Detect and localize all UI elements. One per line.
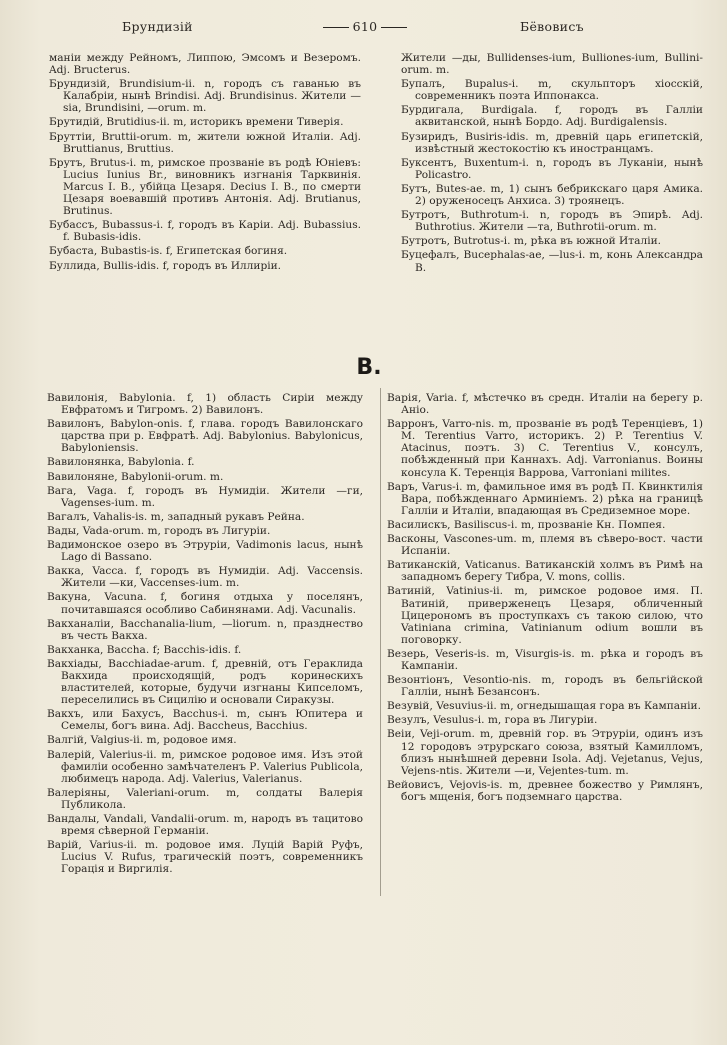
dictionary-entry: Бубассъ, Bubassus-i. f, городъ въ Каріи. Adj. Bubassius. f. Bubasis-idis. (49, 219, 361, 244)
dictionary-entry: Вавилоняне, Babylonii-orum. m. (47, 470, 224, 483)
dictionary-entry: Бупалъ, Bupalus-i. m, скульпторъ хіосскій, современникъ поэта Иппонакса. (401, 78, 703, 103)
dictionary-entry: Васконы, Vascones-um. m, племя въ сѣверо-вост. части Испаніи. (387, 533, 703, 558)
dictionary-entry: Вады, Vada-orum. m, городъ въ Лигуріи. (47, 524, 271, 537)
dictionary-entry: Бузиридъ, Busiris-idis. m, древній царь египетскій, извѣстный жестокостію къ иностранцамъ. (401, 130, 703, 155)
dictionary-entry: Вакхіады, Bacchiadae-arum. f, древній, отъ Гераклида Вакхида происходящій, родъ коринѳскихъ властителей, которые, будучи изгнаны Кипселомъ, переселились въ Сицилію и основали Сиракузы. (47, 657, 363, 707)
page-header (0, 19, 727, 39)
column-top-left (49, 52, 361, 274)
running-head-left: Брундизій (122, 19, 193, 34)
dictionary-entry: Ватиній, Vatinius-ii. m, римское родовое имя. П. Ватиній, приверженецъ Цезаря, обличенный Цицерономъ въ проступкахъ съ такою силою, что Vatiniana crimina, Vatinianum odium вошли въ поговорку. (387, 585, 703, 646)
dictionary-entry: Вадимонское озеро въ Этруріи, Vadimonis lacus, нынѣ Lago di Bassano. (47, 539, 363, 564)
dictionary-entry: Везувій, Vesuvius-ii. m, огнедышащая гора въ Кампаніи. (387, 700, 701, 713)
dictionary-entry: Варія, Varia. f, мѣстечко въ средн. Италіи на берегу р. Аніо. (387, 392, 703, 417)
dictionary-entry: Вагалъ, Vahalis-is. m, западный рукавъ Рейна. (47, 510, 305, 523)
dictionary-entry: Веіи, Veji-orum. m, древній гор. въ Этруріи, одинъ изъ 12 городовъ этрурскаго союза, взятый Камилломъ, близъ нынѣшней деревни Isola. Adj. Vejetanus, Vejus, Vejens-ntis. Жители —и, Vejentes-tum. m. (387, 728, 703, 777)
dictionary-entry: Ватиканскій, Vaticanus. Ватиканскій холмъ въ Римѣ на западномъ берегу Тибра, V. mons, collis. (387, 559, 703, 584)
column-divider (380, 388, 381, 896)
dictionary-entry: Валгій, Valgius-ii. m, родовое имя. (47, 734, 237, 747)
dictionary-entry: Везулъ, Vesulus-i. m, гора въ Лигуріи. (387, 714, 598, 727)
dictionary-entry: Вейовисъ, Vejovis-is. m, древнее божество у Римлянъ, богъ мщенія, богъ подземнаго царства. (387, 778, 703, 803)
page-number (305, 19, 425, 34)
dictionary-entry: Бутротъ, Buthrotum-i. n, городъ въ Эпирѣ. Adj. Buthrotius. Жители —та, Buthrotii-orum. m. (401, 209, 703, 234)
dictionary-entry: Вакка, Vacca. f, городъ въ Нумидіи. Adj. Vaccensis. Жители —ки, Vaccenses-ium. m. (47, 565, 363, 590)
dictionary-entry: Буллида, Bullis-idis. f, городъ въ Иллиріи. (49, 259, 282, 272)
dictionary-entry: Вакханаліи, Bacchanalia-lium, —liorum. n, празднество въ честь Вакха. (47, 617, 363, 642)
header-dash-right (381, 27, 407, 28)
column-bottom-left (47, 392, 363, 877)
dictionary-entry: Бруттіи, Bruttii-orum. m, жители южной Италіи. Adj. Bruttianus, Bruttius. (49, 130, 361, 155)
dictionary-entry: Брундизій, Brundisium-ii. n, городъ съ гаванью въ Калабріи, нынѣ Brindisi. Adj. Brundisinus. Жители —sia, Brundisini, —orum. m. (49, 78, 361, 115)
dictionary-entry: Василискъ, Basiliscus-i. m, прозваніе Кн. Помпея. (387, 518, 666, 531)
column-bottom-right (382, 392, 703, 805)
dictionary-entry: Бурдигала, Burdigala. f, городъ въ Галліи аквитанской, нынѣ Бордо. Adj. Burdigalensis. (401, 104, 703, 129)
dictionary-entry: Жители —ды, Bullidenses-ium, Bulliones-ium, Bullini-orum. m. (401, 52, 703, 77)
dictionary-entry: Буксентъ, Buxentum-i. n, городъ въ Луканіи, нынѣ Policastro. (401, 156, 703, 181)
running-head-right: Бёвовисъ (520, 19, 584, 34)
column-top-right (401, 52, 703, 276)
dictionary-entry: Везонтіонъ, Vesontio-nis. m, городъ въ бельгійской Галліи, нынѣ Безансонъ. (387, 674, 703, 699)
dictionary-entry: Вавилонянка, Babylonia. f. (47, 456, 195, 469)
dictionary-entry: Валеріяны, Valeriani-orum. m, солдаты Валерія Публикола. (47, 786, 363, 811)
dictionary-entry: Вакхъ, или Бахусъ, Bacchus-i. m, сынъ Юпитера и Семелы, богъ вина. Adj. Baccheus, Bacchius. (47, 708, 363, 733)
dictionary-entry: Варій, Varius-ii. m. родовое имя. Луцій Варій Руфъ, Lucius V. Rufus, трагическій поэтъ, современникъ Горація и Виргилія. (47, 839, 363, 876)
dictionary-entry: Вавилонъ, Babylon-onis. f, глава. городъ Вавилонскаго царства при р. Евфратѣ. Adj. Babylonius. Babylonicus, Babyloniensis. (47, 418, 363, 455)
dictionary-entry: Бутъ, Butes-ae. m, 1) сынъ бебрикскаго царя Амика. 2) оруженосецъ Анхиса. 3) троянецъ. (401, 182, 703, 208)
dictionary-entry: Вандалы, Vandali, Vandalii-orum. m, народъ въ тацитово время сѣверной Германіи. (47, 813, 363, 838)
dictionary-entry: Варронъ, Varro-nis. m, прозваніе въ родѣ Теренціевъ, 1) M. Terentius Varro, историкъ. 2) P. Terentius V. Atacinus, поэтъ. 3) C. Terentius V., консулъ, побѣжденный при Каннахъ. Adj. Varronianus. Воины консула К. Теренція Варрова, Varroniani milites. (387, 418, 703, 479)
header-dash-left (323, 27, 349, 28)
dictionary-entry: Бубаста, Bubastis-is. f, Египетская богиня. (49, 245, 288, 258)
page-number-text: 610 (352, 19, 378, 34)
dictionary-entry: Везерь, Veseris-is. m, Visurgis-is. m. рѣка и городъ въ Кампаніи. (387, 647, 703, 672)
dictionary-entry: маніи между Рейномъ, Липпою, Эмсомъ и Везеромъ. Adj. Bructerus. (49, 52, 361, 77)
dictionary-entry: Валерій, Valerius-ii. m, римское родовое имя. Изъ этой фамиліи особенно замѣчателенъ Р. Valerius Publicola, любимецъ народа. Adj. Valerius, Valerianus. (47, 748, 363, 785)
dictionary-entry: Брутидій, Brutidius-ii. m, историкъ времени Тиверія. (49, 116, 344, 129)
dictionary-entry: Вага, Vaga. f, городъ въ Нумидіи. Жители —ги, Vagenses-ium. m. (47, 484, 363, 509)
dictionary-entry: Вакуна, Vacuna. f, богиня отдыха у поселянъ, почитавшаяся особливо Сабинянами. Adj. Vacunalis. (47, 591, 363, 616)
dictionary-entry: Варъ, Varus-i. m, фамильное имя въ родѣ П. Квинктилія Вара, побѣжденнаго Арминіемъ. 2) рѣка на границѣ Галліи и Италіи, впадающая въ Средиземное море. (387, 480, 703, 517)
section-letter-heading: В. (356, 355, 382, 380)
dictionary-entry: Вавилонія, Babylonia. f, 1) область Сиріи между Евфратомъ и Тигромъ. 2) Вавилонъ. (47, 392, 363, 417)
dictionary-entry: Вакханка, Baccha. f; Bacchis-idis. f. (47, 643, 242, 656)
dictionary-entry: Бутротъ, Butrotus-i. m, рѣка въ южной Италіи. (401, 235, 662, 248)
dictionary-entry: Буцефалъ, Bucephalas-ae, —lus-i. m, конь Александра В. (401, 249, 703, 274)
dictionary-entry: Брутъ, Brutus-i. m, римское прозваніе въ родѣ Юніевъ: Lucius Iunius Br., виновникъ изгнанія Тарквинія. Marcus I. B., убійца Цезаря. Decius I. B., по смерти Цезаря воевавшій противъ Антонія. Adj. Brutianus, Brutinus. (49, 156, 361, 218)
